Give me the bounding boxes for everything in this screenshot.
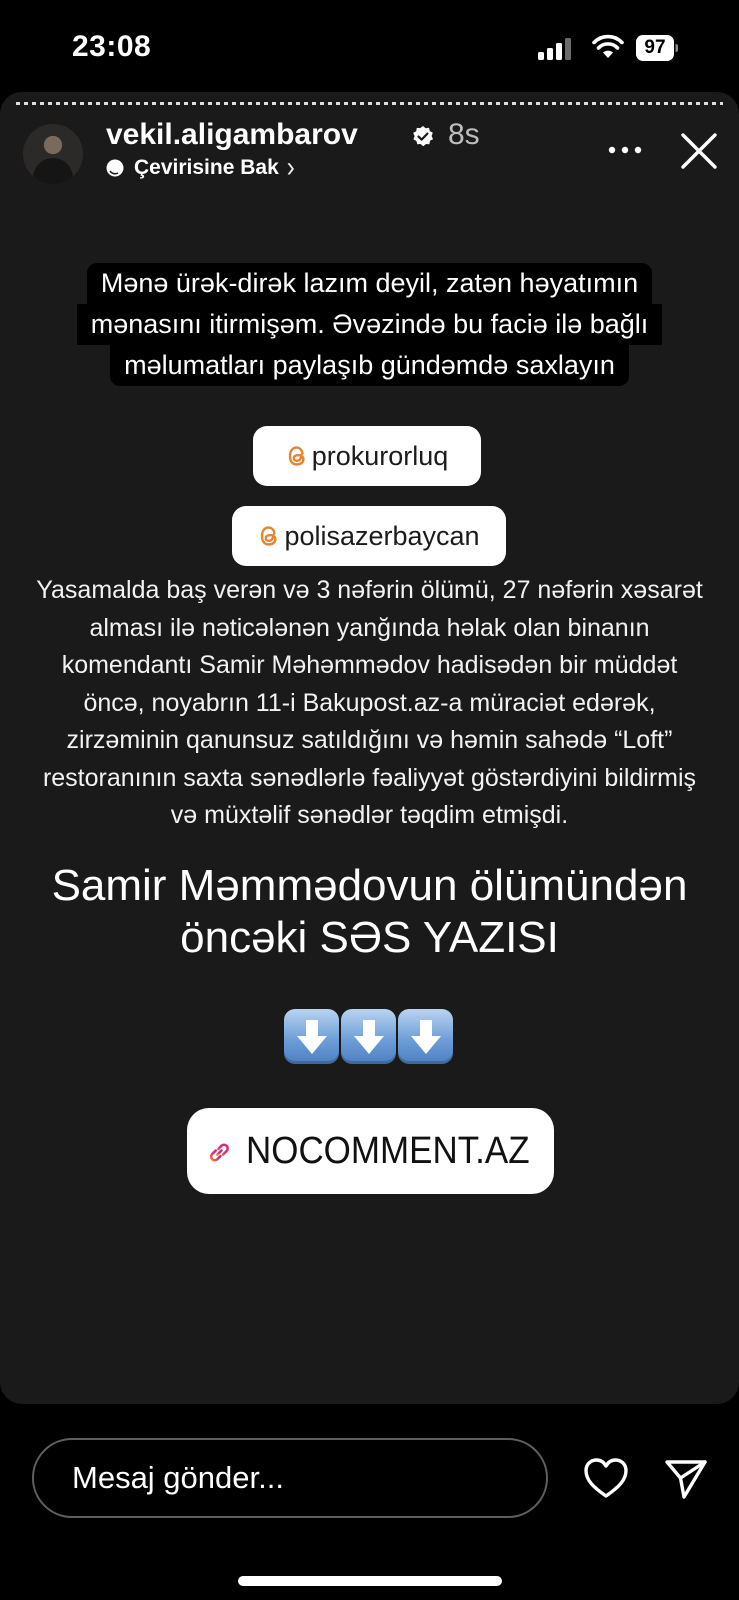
story-headline — [30, 860, 709, 964]
mention-sticker-polisazerbaycan[interactable] — [232, 506, 506, 566]
threads-icon — [258, 524, 280, 548]
link-icon — [207, 1128, 232, 1174]
battery-level: 97 — [644, 37, 666, 58]
headline-line-1: Samir Məmmədovun ölümündən — [51, 861, 688, 910]
home-indicator[interactable] — [238, 1576, 502, 1586]
send-icon[interactable] — [664, 1458, 708, 1500]
heart-icon[interactable] — [583, 1457, 629, 1499]
more-icon[interactable] — [608, 146, 642, 154]
message-input[interactable] — [32, 1438, 548, 1518]
close-icon[interactable] — [680, 132, 718, 170]
story-age: 8s — [448, 118, 480, 151]
mention-sticker-prokurorluq[interactable] — [253, 426, 481, 486]
down-arrow-emoji-icon — [284, 1009, 339, 1064]
translate-link[interactable] — [106, 151, 295, 184]
cellular-signal-icon — [538, 38, 574, 60]
quote-line-2: mənasını itirmişəm. Əvəzində bu faciə ilə bağlı — [0, 304, 739, 345]
down-arrows — [284, 1009, 453, 1064]
headline-line-2: öncəki SƏS YAZISI — [180, 913, 559, 962]
down-arrow-emoji-icon — [398, 1009, 453, 1064]
chevron-right-icon: › — [286, 151, 295, 184]
quote-line-3: məlumatları paylaşıb gündəmdə saxlayın — [0, 345, 739, 386]
username[interactable]: vekil.aligambarov — [106, 118, 358, 151]
link-sticker[interactable] — [187, 1108, 554, 1194]
mention-label: polisazerbaycan — [284, 520, 480, 551]
story-card[interactable] — [0, 92, 739, 1404]
link-label: NOCOMMENT.AZ — [245, 1129, 530, 1172]
threads-icon — [286, 444, 308, 468]
verified-badge-icon — [412, 126, 434, 148]
status-bar — [0, 0, 739, 90]
wifi-icon — [592, 34, 624, 60]
mention-label: prokurorluq — [311, 440, 449, 471]
message-input-placeholder: Mesaj gönder... — [72, 1460, 284, 1495]
story-body-text: Yasamalda baş verən və 3 nəfərin ölümü, 27 nəfərin xəsarət alması ilə nəticələnən yanğında həlak olan binanın komendantı Samir Məhəmmədov hadisədən bir müddət öncə, noyabrın 11-i Bakupost.az-a müraciət edərək, zirzəminin qanunsuz satıldığını və həmin sahədə “Loft” restoranının saxta sənədlərlə fəaliyyət göstərdiyini bildirmiş və müxtəlif sənədlər təqdim etmişdi. — [36, 576, 703, 829]
avatar[interactable] — [23, 124, 83, 184]
down-arrow-emoji-icon — [341, 1009, 396, 1064]
translate-icon — [106, 159, 124, 177]
story-progress-bar — [16, 102, 723, 105]
quote-line-1: Mənə ürək-dirək lazım deyil, zatən həyatımın — [0, 263, 739, 304]
status-time: 23:08 — [72, 30, 152, 63]
translate-label: Çevirisine Bak — [134, 156, 279, 179]
